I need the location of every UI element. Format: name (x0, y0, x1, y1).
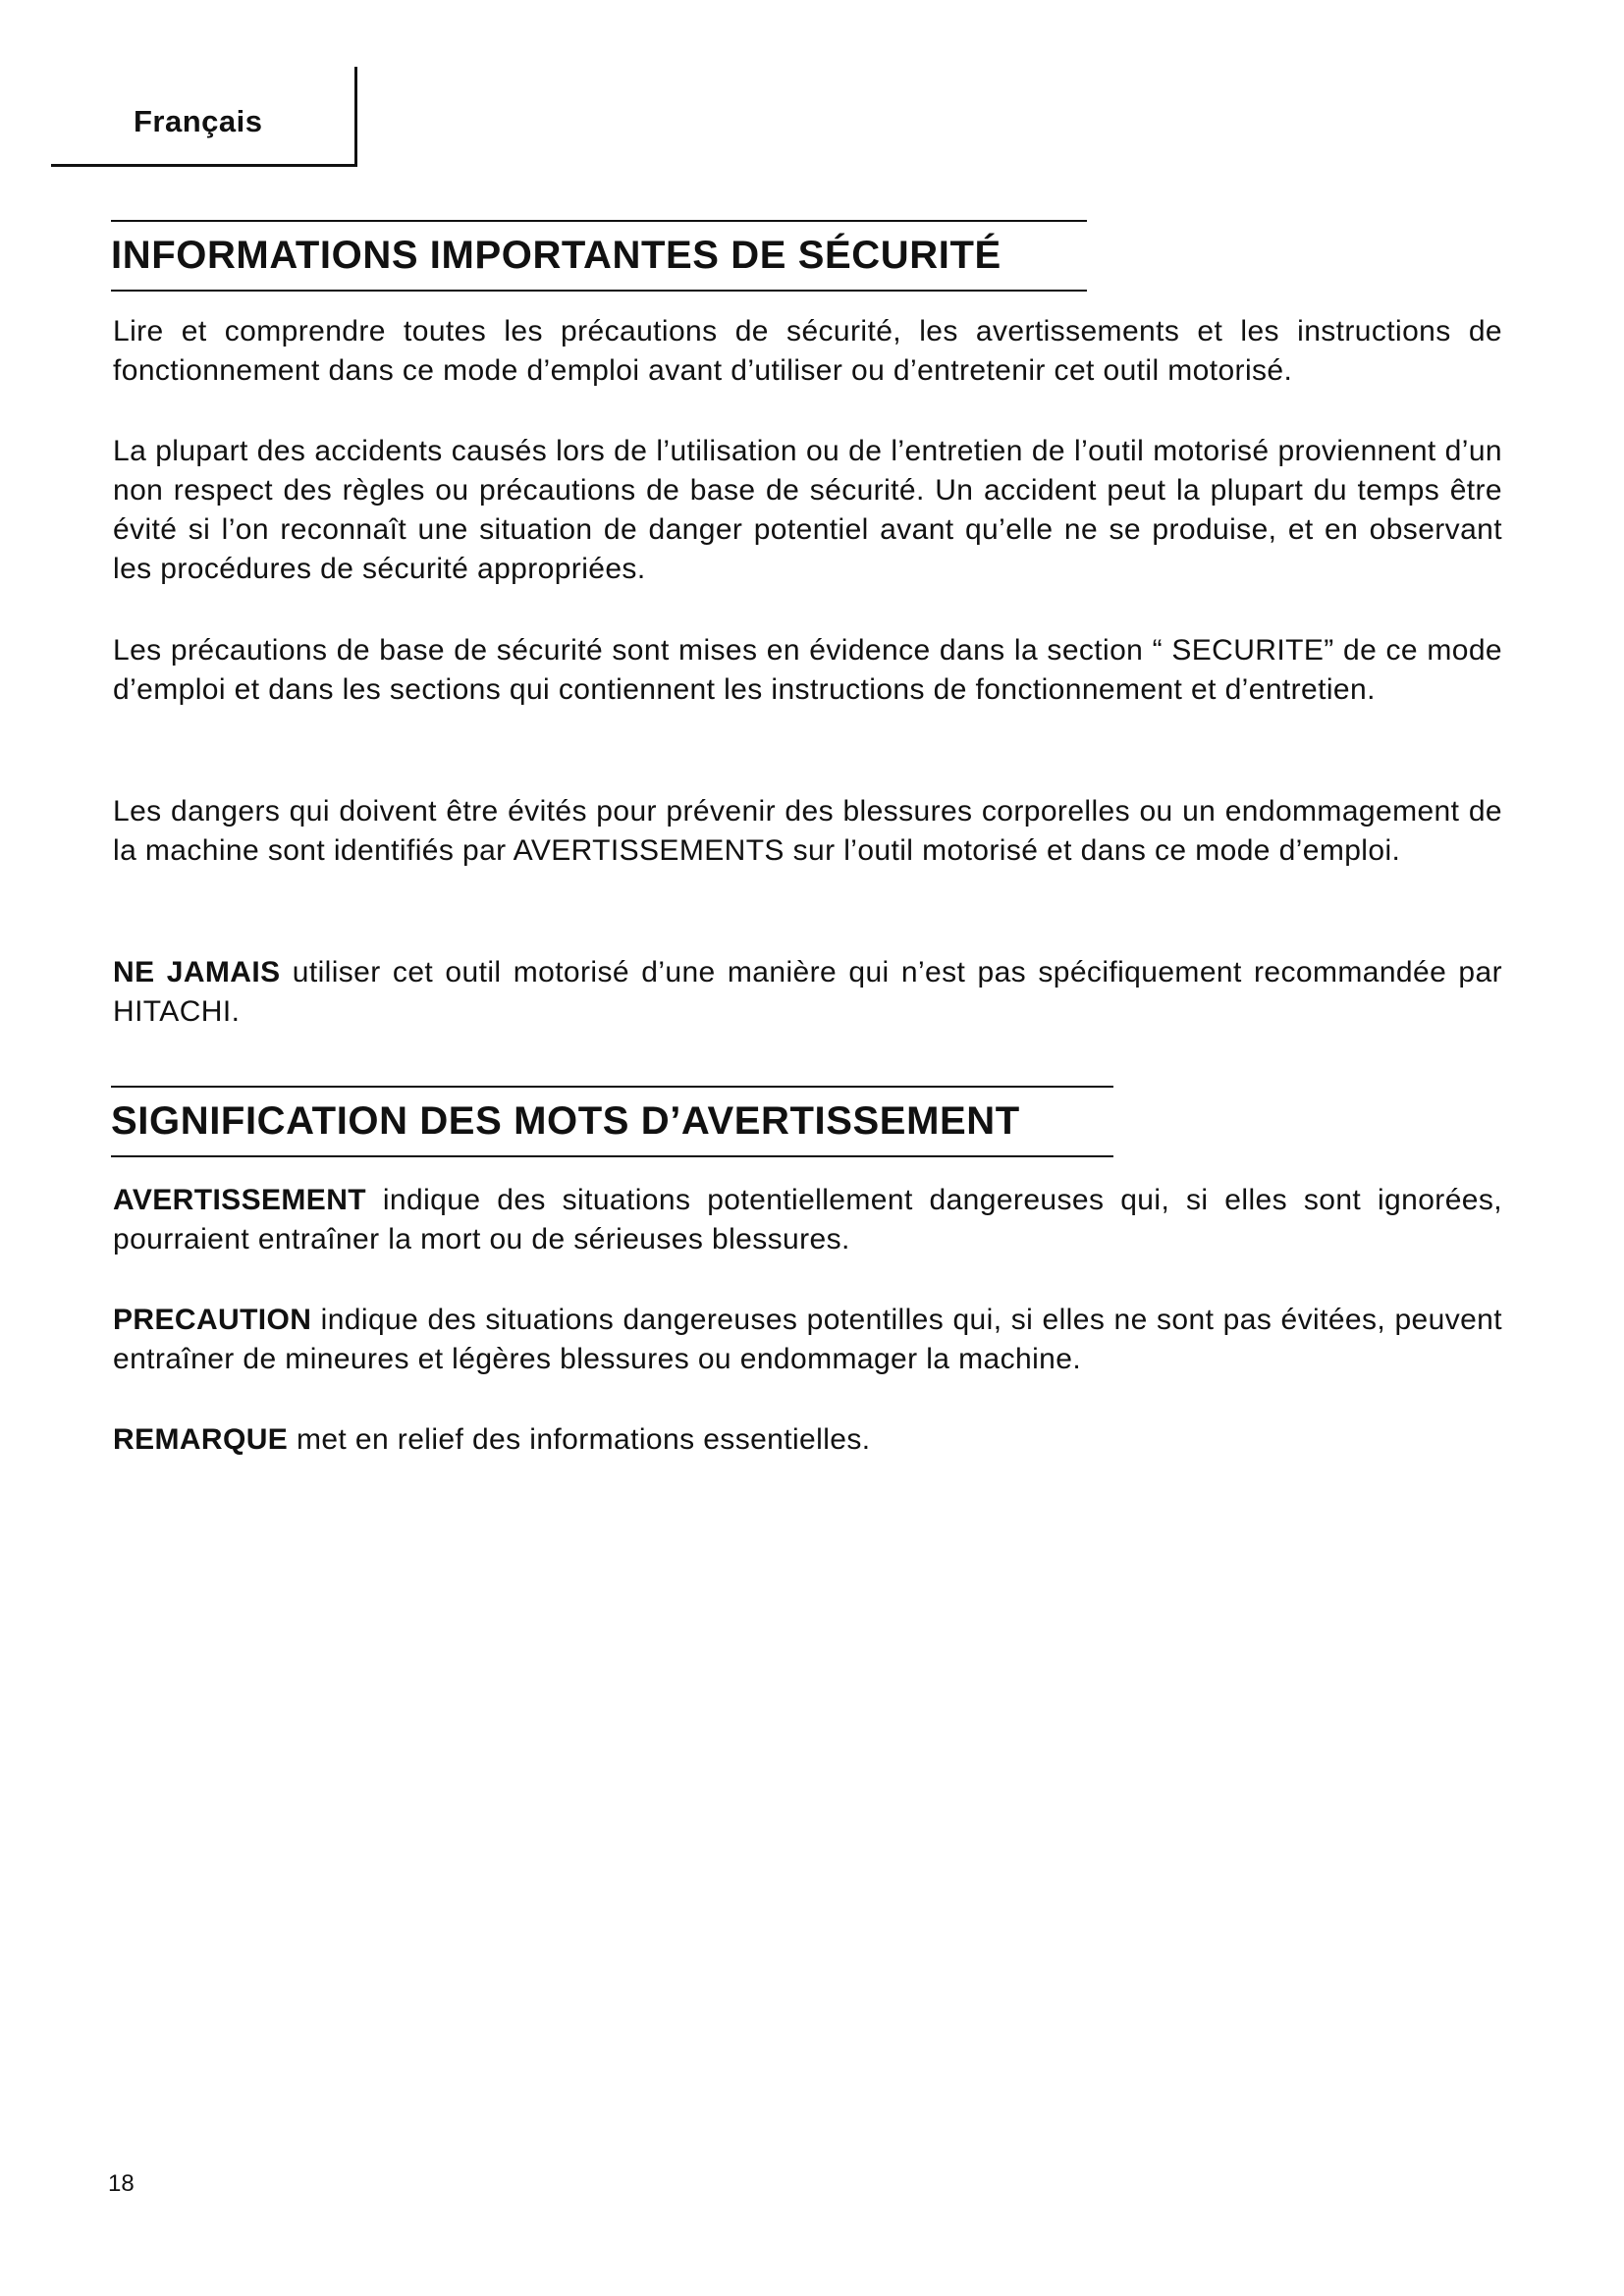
language-tab (51, 67, 357, 167)
section-heading-signal-words: SIGNIFICATION DES MOTS D’AVERTISSEMENT (111, 1086, 1113, 1157)
paragraph-caution: PRECAUTION indique des situations dangereuses potentilles qui, si elles ne sont pas évitées, peuvent entraîner de mineures et légères blessures ou endommager la machine. (113, 1304, 1502, 1375)
section-heading-safety-information: INFORMATIONS IMPORTANTES DE SÉCURITÉ (111, 220, 1087, 292)
warning-lead: AVERTISSEMENT (113, 1184, 367, 1216)
paragraph-read-instructions: Lire et comprendre toutes les précautions de sécurité, les avertissements et les instructions de fonctionnement dans ce mode d’emploi avant d’utiliser ou d’entretenir cet outil motorisé. (113, 315, 1502, 387)
paragraph-basic-precautions: Les précautions de base de sécurité sont mises en évidence dans la section “ SECURITE” de ce mode d’emploi et dans les sections qui contiennent les instructions de fonctionnement et d’entretien. (113, 634, 1502, 706)
caution-lead: PRECAUTION (113, 1304, 312, 1336)
paragraph-dangers: Les dangers qui doivent être évités pour prévenir des blessures corporelles ou un endommagement de la machine sont identifiés par AVERTISSEMENTS sur l’outil motorisé et dans ce mode d’emploi. (113, 795, 1502, 867)
paragraph-warning: AVERTISSEMENT indique des situations potentiellement dangereuses qui, si elles sont ignorées, pourraient entraîner la mort ou de sérieuses blessures. (113, 1184, 1502, 1255)
language-label: Français (134, 104, 263, 138)
page-number: 18 (108, 2170, 135, 2197)
never-lead: NE JAMAIS (113, 956, 281, 988)
paragraph-accidents: La plupart des accidents causés lors de l’utilisation ou de l’entretien de l’outil motorisé proviennent d’un non respect des règles ou précautions de base de sécurité. Un accident peut la plupart du temps être évité si l’on reconnaît une situation de danger potentiel avant qu’elle ne se produise, et en observant les procédures de sécurité appropriées. (113, 435, 1502, 585)
paragraph-note: REMARQUE met en relief des informations essentielles. (113, 1423, 871, 1456)
paragraph-never: NE JAMAIS utiliser cet outil motorisé d’une manière qui n’est pas spécifiquement recommandée par HITACHI. (113, 956, 1502, 1028)
note-lead: REMARQUE (113, 1423, 289, 1456)
